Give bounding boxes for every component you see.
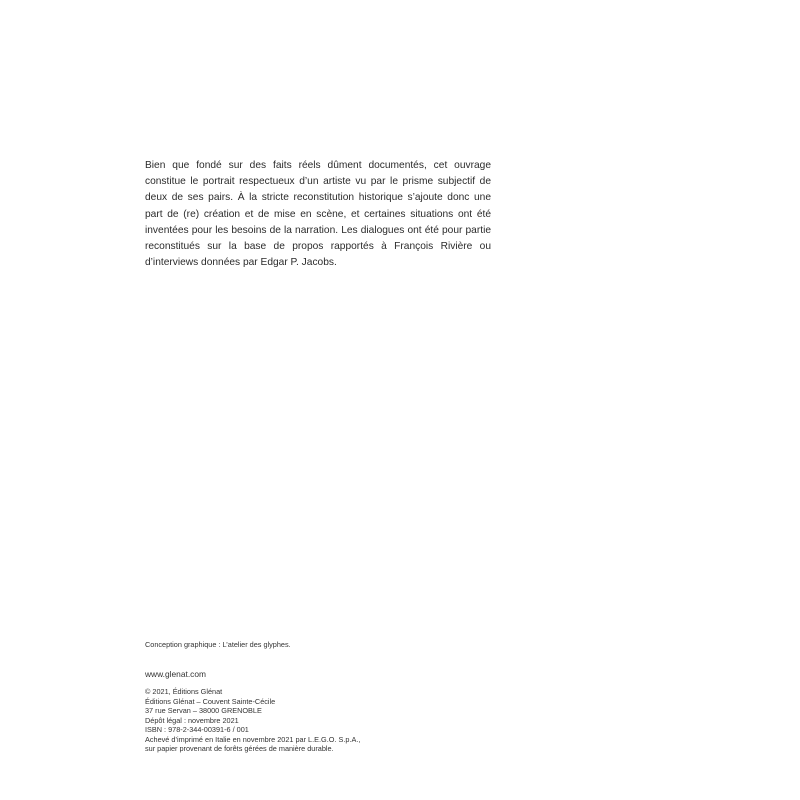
publisher-website: www.glenat.com — [145, 669, 206, 679]
isbn-line: ISBN : 978-2-344-00391-6 / 001 — [145, 725, 249, 734]
paper-source-line: sur papier provenant de forêts gérées de manière durable. — [145, 744, 334, 753]
credits-block — [145, 640, 545, 650]
publisher-name-line: Éditions Glénat – Couvent Sainte-Cécile — [145, 696, 276, 706]
printing-line: Achevé d’imprimé en Italie en novembre 2021 par L.E.G.O. S.p.A., — [145, 734, 361, 744]
disclaimer-paragraph: Bien que fondé sur des faits réels dûment documentés, cet ouvrage constitue le portrait respectueux d’un artiste vu par le prisme subjectif de deux de ses pairs. À la stricte reconstitution historique s’ajoute donc une part de (re) création et de mise en scène, et certaines situations ont été inventées pour les besoins de la narration. Les dialogues ont été pour partie reconstitués sur la base de propos rapportés à François Rivière ou d’interviews données par Edgar P. Jacobs. — [145, 160, 491, 269]
graphic-design-credit: Conception graphique : L’atelier des glyphes. — [145, 640, 291, 649]
publisher-address-line: 37 rue Servan – 38000 GRENOBLE — [145, 706, 262, 715]
copyright-line: © 2021, Éditions Glénat — [145, 687, 223, 696]
legal-deposit-line: Dépôt légal : novembre 2021 — [145, 715, 239, 725]
colophon — [145, 687, 565, 754]
